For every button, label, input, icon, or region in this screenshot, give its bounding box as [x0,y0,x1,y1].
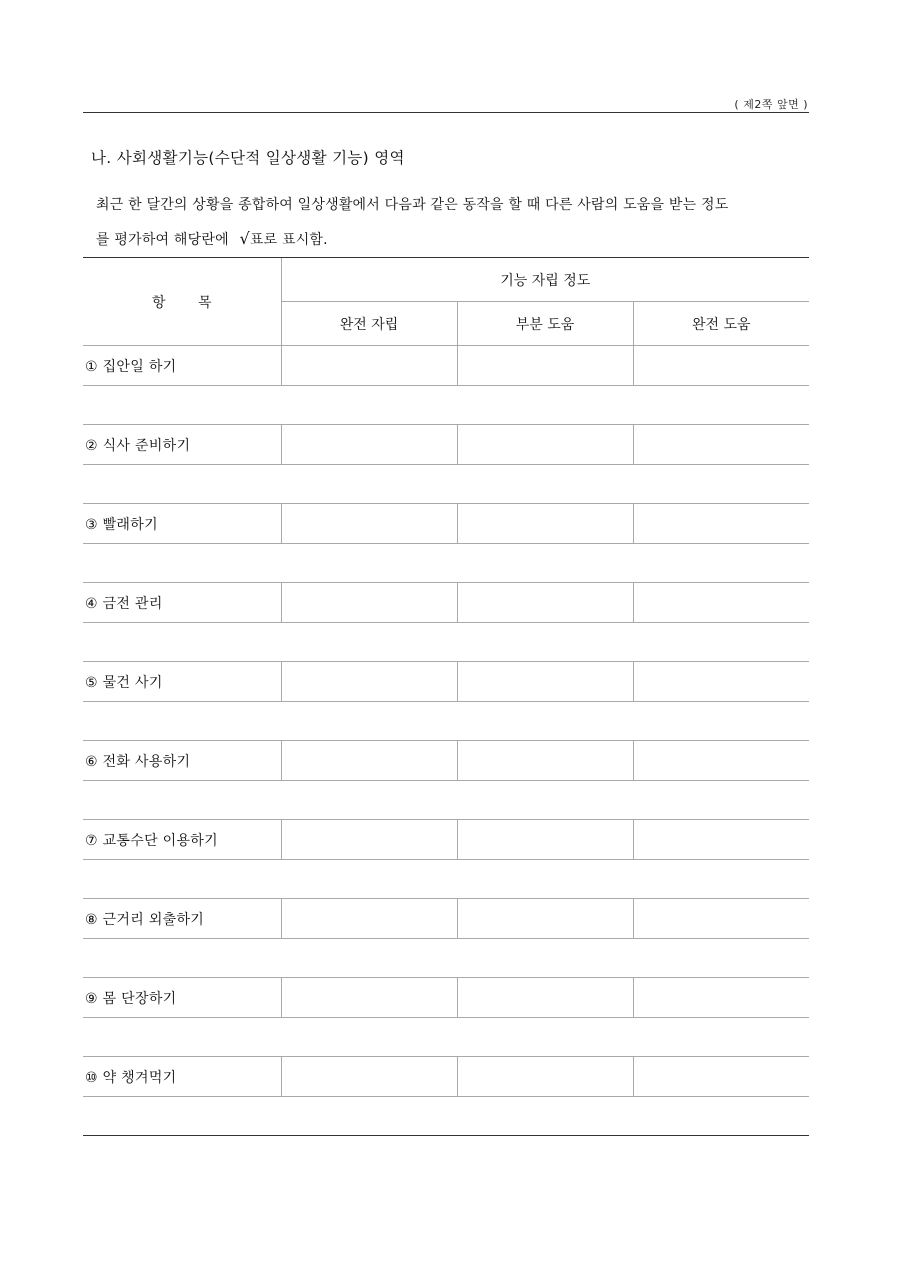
check-cell-full-independence[interactable] [281,583,457,623]
function-level-header: 기능 자립 정도 [281,258,809,302]
check-cell-full-help[interactable] [633,346,809,386]
spacer-cell [83,465,809,504]
table-header-row [83,258,809,302]
page-number-note: ( 제2쪽 앞면 ) [734,98,808,111]
check-cell-full-independence[interactable] [281,504,457,544]
instruction-line-2-start: 를 평가하여 해당란에 [96,232,229,248]
table-row [83,425,809,465]
item-rows [83,346,809,1136]
item-label: ② 식사 준비하기 [83,425,281,465]
spacer-row [83,386,809,425]
item-label: ① 집안일 하기 [83,346,281,386]
spacer-row [83,860,809,899]
check-cell-full-help[interactable] [633,899,809,939]
check-cell-partial-help[interactable] [457,1057,633,1097]
spacer-row [83,623,809,662]
column-header-partial-help: 부분 도움 [457,302,633,346]
check-cell-full-help[interactable] [633,425,809,465]
check-cell-partial-help[interactable] [457,662,633,702]
check-cell-partial-help[interactable] [457,978,633,1018]
item-label: ③ 빨래하기 [83,504,281,544]
check-cell-full-help[interactable] [633,662,809,702]
table-row [83,583,809,623]
check-cell-full-independence[interactable] [281,1057,457,1097]
spacer-row [83,465,809,504]
check-cell-full-help[interactable] [633,1057,809,1097]
section-title: 나. 사회생활기능(수단적 일상생활 기능) 영역 [91,149,405,167]
table-row [83,978,809,1018]
spacer-cell [83,702,809,741]
check-cell-full-independence[interactable] [281,346,457,386]
table-row [83,504,809,544]
item-label: ④ 금전 관리 [83,583,281,623]
check-cell-full-independence[interactable] [281,820,457,860]
table-row [83,820,809,860]
instruction-line-1: 최근 한 달간의 상황을 종합하여 일상생활에서 다음과 같은 동작을 할 때 다른 사람의 도움을 받는 정도 [96,197,729,213]
spacer-row [83,939,809,978]
check-cell-full-independence[interactable] [281,741,457,781]
check-cell-full-independence[interactable] [281,425,457,465]
column-header-full-independence: 완전 자립 [281,302,457,346]
table-row [83,741,809,781]
spacer-row [83,702,809,741]
spacer-cell [83,386,809,425]
item-label: ⑥ 전화 사용하기 [83,741,281,781]
check-cell-full-help[interactable] [633,504,809,544]
check-cell-full-help[interactable] [633,583,809,623]
item-label: ⑦ 교통수단 이용하기 [83,820,281,860]
spacer-cell [83,860,809,899]
check-cell-full-help[interactable] [633,978,809,1018]
check-mark-icon: √ [239,229,250,248]
spacer-cell [83,1097,809,1136]
assessment-table [83,257,809,1136]
item-label: ⑤ 물건 사기 [83,662,281,702]
bottom-divider [83,1135,809,1136]
spacer-row [83,1018,809,1057]
instruction-text [96,188,808,257]
check-cell-full-help[interactable] [633,741,809,781]
table-row [83,346,809,386]
item-label: ⑩ 약 챙겨먹기 [83,1057,281,1097]
spacer-cell [83,939,809,978]
spacer-cell [83,544,809,583]
check-cell-partial-help[interactable] [457,425,633,465]
table-row [83,662,809,702]
spacer-row [83,544,809,583]
table-row [83,1057,809,1097]
check-cell-partial-help[interactable] [457,346,633,386]
spacer-cell [83,623,809,662]
spacer-row [83,1097,809,1136]
item-label: ⑧ 근거리 외출하기 [83,899,281,939]
check-cell-partial-help[interactable] [457,504,633,544]
check-cell-full-independence[interactable] [281,662,457,702]
check-cell-partial-help[interactable] [457,583,633,623]
table-row [83,899,809,939]
check-cell-partial-help[interactable] [457,899,633,939]
check-cell-partial-help[interactable] [457,741,633,781]
top-divider [83,112,809,113]
check-cell-partial-help[interactable] [457,820,633,860]
spacer-cell [83,781,809,820]
spacer-row [83,781,809,820]
spacer-cell [83,1018,809,1057]
instruction-line-2-end: 표로 표시함. [249,232,328,248]
item-column-header: 항 목 [83,258,281,346]
item-label: ⑨ 몸 단장하기 [83,978,281,1018]
check-cell-full-independence[interactable] [281,899,457,939]
check-cell-full-independence[interactable] [281,978,457,1018]
column-header-full-help: 완전 도움 [633,302,809,346]
check-cell-full-help[interactable] [633,820,809,860]
